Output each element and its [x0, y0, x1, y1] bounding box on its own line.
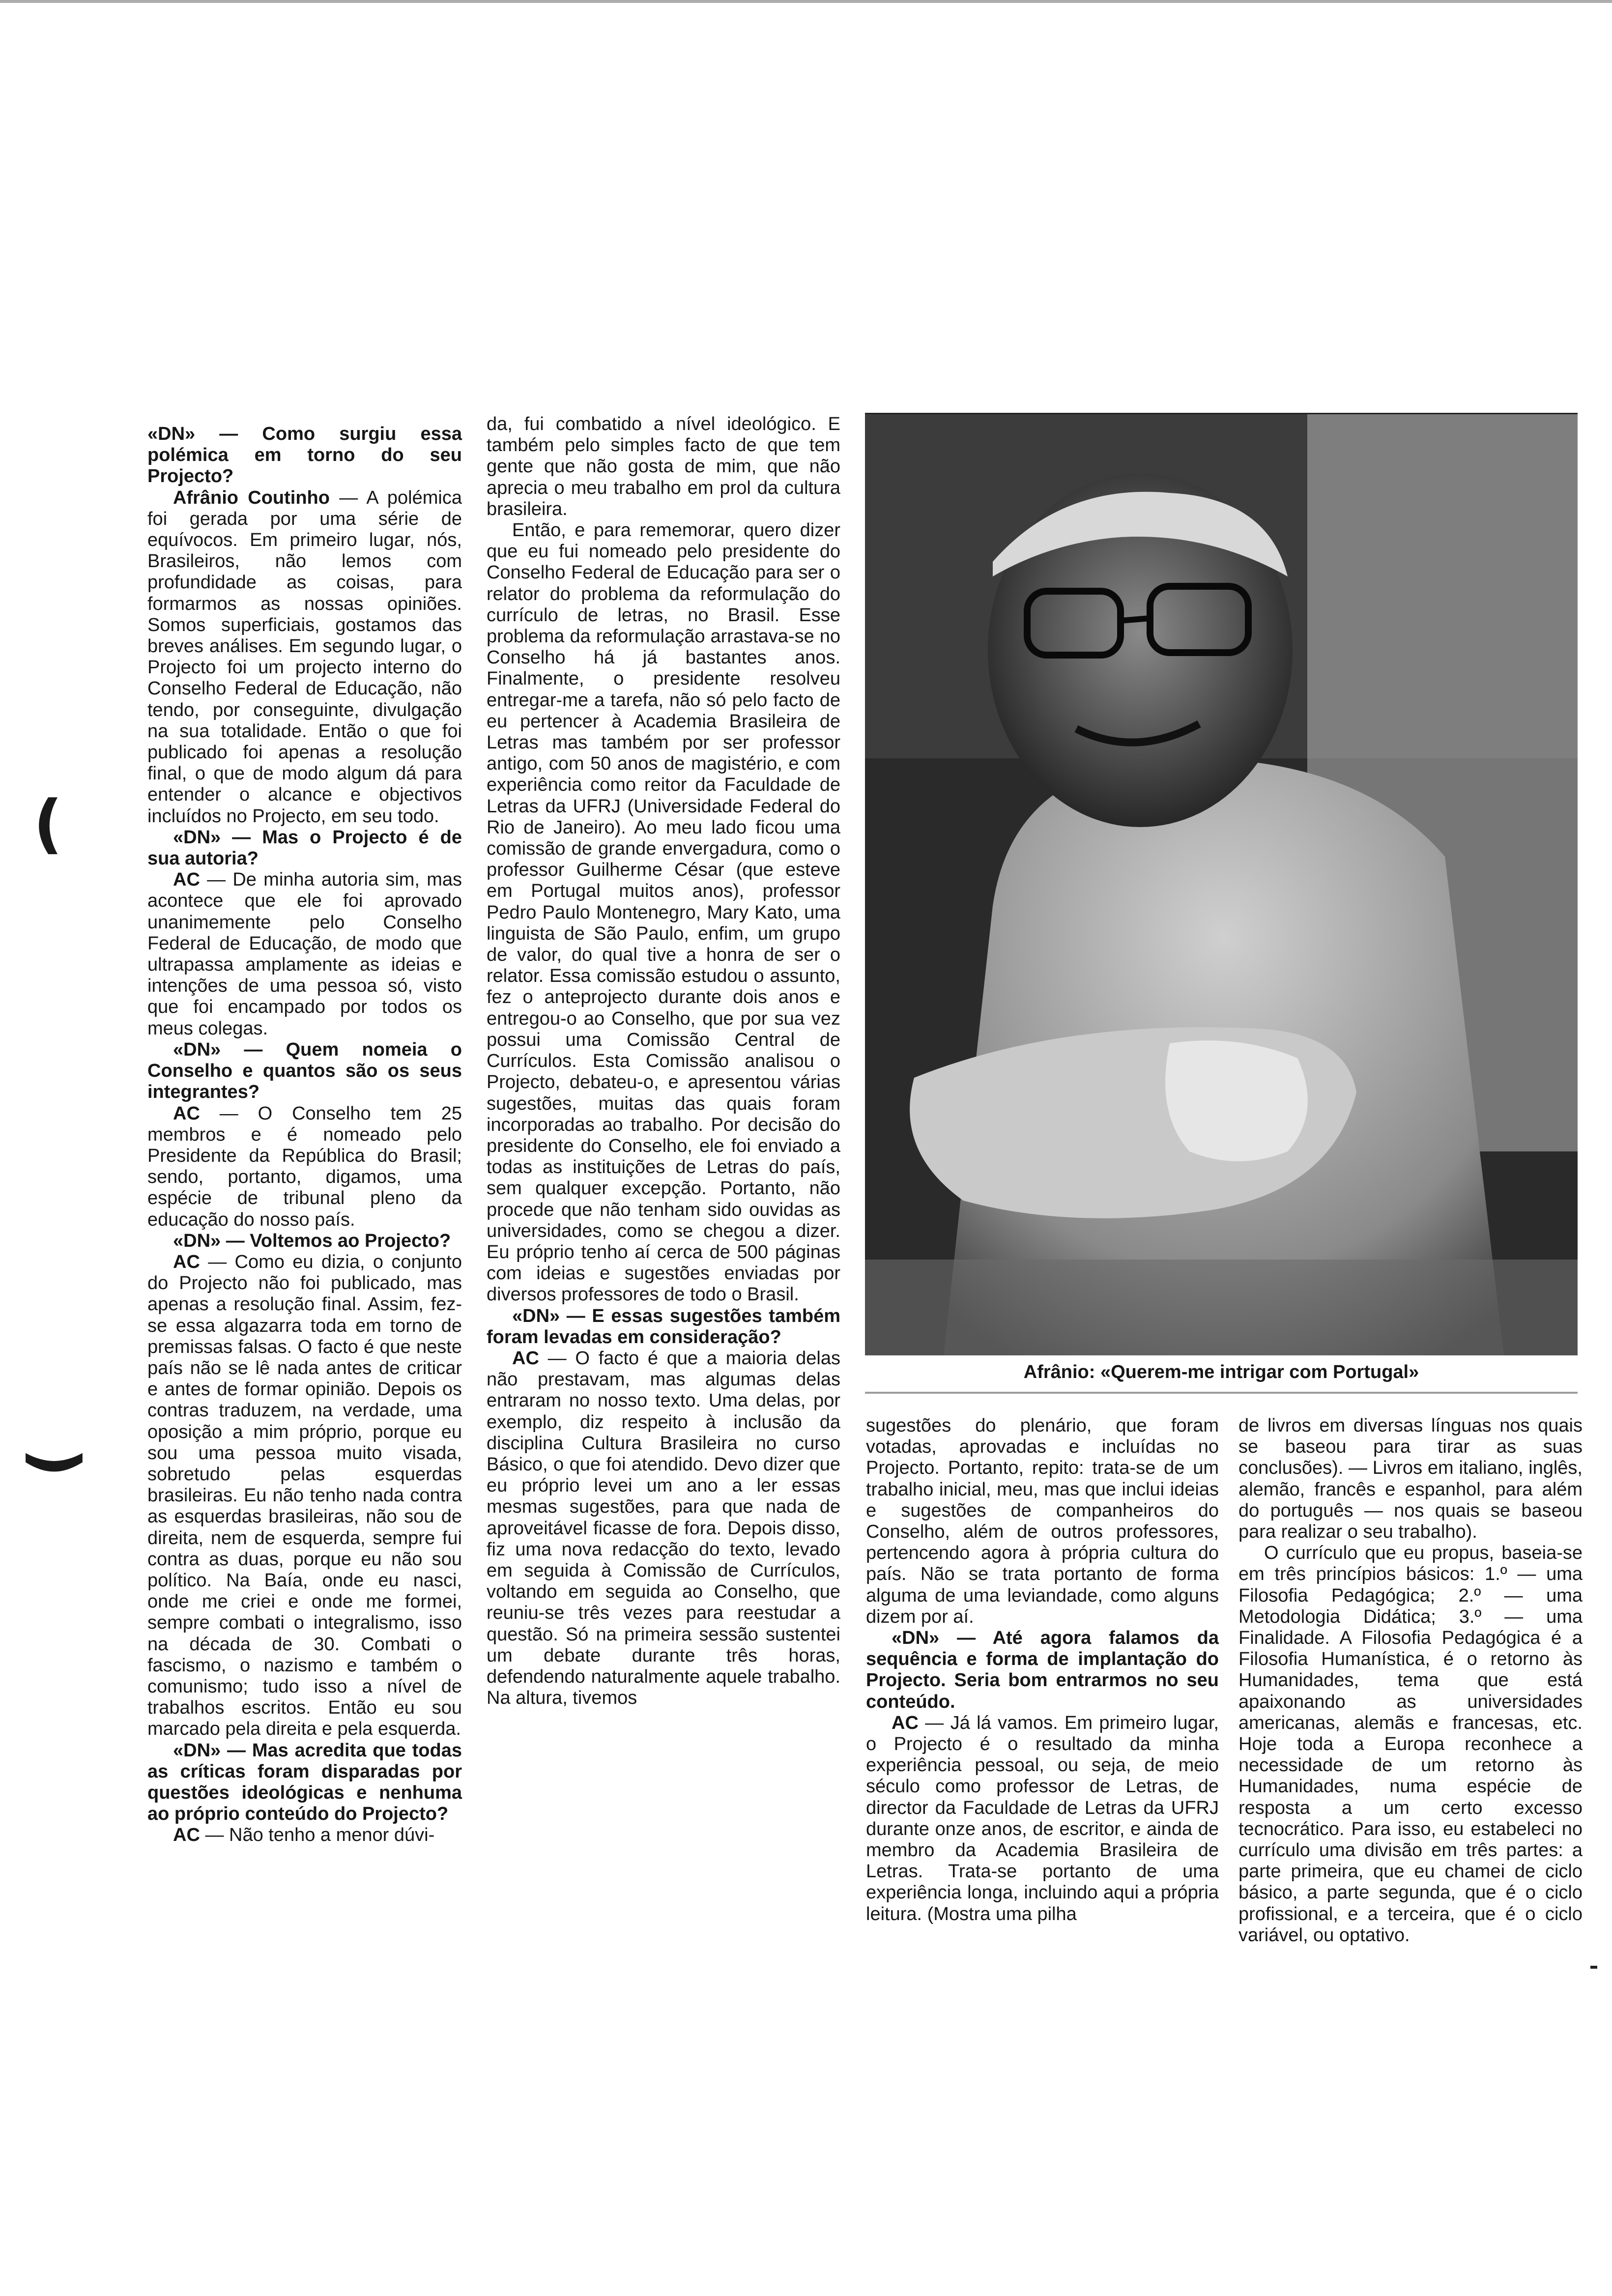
- question-text: «DN» — Mas acredita que todas as críticas foram disparadas por questões ideológicas e nenhuma ao próprio conteúdo do Projecto?: [147, 1740, 462, 1825]
- article-column-1: [147, 424, 462, 1846]
- paragraph: sugestões do plenário, que foram votadas, aprovadas e incluídas no Projecto. Portanto, repito: trata-se de um trabalho inicial, meu, mas que inclui ideias e sugestões de companheiros do Conselho, além de outros professores, pertencendo agora à própria cultura do país. Não se trata portanto de forma alguma de uma leviandade, como alguns dizem por aí.: [866, 1415, 1219, 1627]
- answer-text: — Já lá vamos. Em primeiro lugar, o Projecto é o resultado da minha experiência pessoal, ou seja, de meio século como professor de Letras, de director da Faculdade de Letras da UFRJ durante onze anos, de escritor, e ainda de membro da Academia Brasileira de Letras. Trata-se portanto de uma experiência longa, incluindo aqui a própria leitura. (Mostra uma pilha: [866, 1712, 1219, 1924]
- scan-edge: [0, 0, 1612, 3]
- answer-text: — O facto é que a maioria delas não prestavam, mas algumas delas entraram no nosso texto. Uma delas, por exemplo, diz respeito à inclusão da disciplina Cultura Brasileira no curso Básico, o que foi atendido. Devo dizer que eu próprio levei um ano a ler essas mesmas sugestões, para que nada de aproveitável ficasse de fora. Depois disso, fiz uma nova redacção do texto, levado em seguida à Comissão de Currículos, voltando em seguida ao Conselho, que reuniu-se três vezes para reestudar a questão. Só na primeira sessão sustentei um debate durante três horas, defendendo naturalmente aquele trabalho. Na altura, tivemos: [487, 1348, 840, 1709]
- question-1: [147, 424, 462, 488]
- article-column-2: [487, 414, 840, 1709]
- hole-punch-mark: (: [14, 1448, 89, 1477]
- answer-text: — Como eu dizia, o conjunto do Projecto não foi publicado, mas apenas a resolução final. Assim, fez-se essa algazarra toda em torno de premissas falsas. O facto é que neste país não se lê nada antes de criticar e antes de formar opinião. Depois os contras traduzem, na verdade, uma oposição a mim próprio, porque eu sou uma pessoa muito visada, sobretudo pelas esquerdas brasileiras. Eu não tenho nada contra as esquerdas brasileiras, não sou de direita, nem de esquerda, sempre fui contra as duas, porque eu não sou político. Na Baía, onde eu nasci, onde me criei e onde me formei, sempre combati o integralismo, isso na década de 30. Combati o fascismo, o nazismo e também o comunismo; tudo isso a nível de trabalhos escritos. Então eu sou marcado pela direita e pela esquerda.: [147, 1251, 462, 1740]
- speaker-label: AC: [173, 1251, 200, 1272]
- portrait-photo: [865, 413, 1578, 1355]
- speaker-label: AC: [892, 1712, 919, 1733]
- portrait-illustration: [865, 414, 1578, 1355]
- answer-4: [147, 1252, 462, 1740]
- question-6: [487, 1306, 840, 1348]
- article-column-3: [866, 1415, 1219, 1925]
- answer-6: [487, 1348, 840, 1709]
- answer-7: [866, 1713, 1219, 1925]
- caption-divider: [865, 1392, 1578, 1394]
- answer-1: [147, 488, 462, 827]
- question-text: «DN» — Até agora falamos da sequência e forma de implantação do Projecto. Seria bom entrarmos no seu conteúdo.: [866, 1628, 1219, 1712]
- question-7: [866, 1628, 1219, 1713]
- paragraph: da, fui combatido a nível ideológico. E também pelo simples facto de que tem gente que não gosta de mim, que não aprecia o meu trabalho em prol da cultura brasileira.: [487, 414, 840, 519]
- speaker-label: AC: [173, 869, 200, 890]
- speaker-label: AC: [173, 1825, 200, 1846]
- question-3: [147, 1039, 462, 1103]
- question-2: [147, 827, 462, 869]
- answer-text: — O Conselho tem 25 membros e é nomeado pelo Presidente da República do Brasil; sendo, portanto, digamos, uma espécie de tribunal pleno da educação do nosso país.: [147, 1103, 462, 1230]
- answer-2: [147, 869, 462, 1039]
- question-text: «DN» — Quem nomeia o Conselho e quantos são os seus integrantes?: [147, 1039, 462, 1103]
- photo-caption: Afrânio: «Querem-me intrigar com Portugal»: [1023, 1362, 1419, 1382]
- hole-punch-mark: (: [33, 786, 63, 861]
- margin-dash: [1590, 1966, 1597, 1969]
- answer-5: [147, 1825, 462, 1846]
- paragraph: O currículo que eu propus, baseia-se em três princípios básicos: 1.º — uma Filosofia Pedagógica; 2.º — uma Metodologia Didática; 3.º — uma Finalidade. A Filosofia Pedagógica é a Filosofia Humanística, é o retorno às Humanidades, tema que está apaixonando as universidades americanas, alemãs e francesas, etc. Hoje toda a Europa reconhece a necessidade de um retorno às Humanidades, numa espécie de resposta a um certo excesso tecnocrático. Para isso, eu estabeleci no currículo uma divisão em três partes: a parte primeira, que eu chamei de ciclo básico, a parte segunda, que é o ciclo profissional, e a terceira, que é o ciclo variável, ou optativo.: [1238, 1543, 1583, 1946]
- speaker-label: AC: [173, 1103, 200, 1124]
- paragraph: de livros em diversas línguas nos quais se baseou para tirar as suas conclusões). — Livros em italiano, inglês, alemão, francês e espanhol, para além do português — nos quais se baseou para realizar o seu trabalho).: [1238, 1415, 1583, 1543]
- answer-text: — Não tenho a menor dúvi-: [200, 1825, 435, 1846]
- question-5: [147, 1740, 462, 1825]
- speaker-label: Afrânio Coutinho: [173, 487, 330, 508]
- question-text: «DN» — Como surgiu essa polémica em torno do seu Projecto?: [147, 424, 462, 487]
- paragraph: Então, e para rememorar, quero dizer que eu fui nomeado pelo presidente do Conselho Federal de Educação para ser o relator do problema da reformulação do currículo de letras, no Brasil. Esse problema da reformulação arrastava-se no Conselho há já bastantes anos. Finalmente, o presidente resolveu entregar-me a tarefa, não só pelo facto de eu pertencer à Academia Brasileira de Letras mas também por ser professor antigo, com 50 anos de magistério, e com experiência como reitor da Faculdade de Letras da UFRJ (Universidade Federal do Rio de Janeiro). Ao meu lado ficou uma comissão de grande envergadura, como o professor Guilherme César (que esteve em Portugal muitos anos), professor Pedro Paulo Montenegro, Mary Kato, uma linguista de São Paulo, enfim, um grupo de valor, do qual tive a honra de ser o relator. Essa comissão estudou o assunto, fez o anteprojecto durante dois anos e entregou-o ao Conselho, que por sua vez possui uma Comissão Central de Currículos. Esta Comissão analisou o Projecto, debateu-o, e apresentou várias sugestões, muitas das quais foram incorporadas ao trabalho. Por decisão do presidente do Conselho, ele foi enviado a todas as instituições de Letras do país, sem qualquer excepção. Portanto, não procede que não tenham sido ouvidas as universidades, como se chegou a dizer. Eu próprio tenho aí cerca de 500 páginas com ideias e sugestões enviadas por diversos professores de todo o Brasil.: [487, 520, 840, 1305]
- question-text: «DN» — E essas sugestões também foram levadas em consideração?: [487, 1305, 840, 1348]
- question-text: «DN» — Mas o Projecto é de sua autoria?: [147, 827, 462, 869]
- speaker-label: AC: [512, 1348, 539, 1369]
- answer-text: — A polémica foi gerada por uma série de equívocos. Em primeiro lugar, nós, Brasileiros, não lemos com profundidade as coisas, para formarmos as nossas opiniões. Somos superficiais, gostamos das breves análises. Em segundo lugar, o Projecto foi um projecto interno do Conselho Federal de Educação, não tendo, por conseguinte, divulgação na sua totalidade. Então o que foi publicado foi apenas a resolução final, o que de modo algum dá para entender o alcance e objectivos incluídos no Projecto, em seu todo.: [147, 487, 462, 827]
- article-column-4: [1238, 1415, 1583, 1946]
- question-text: «DN» — Voltemos ao Projecto?: [173, 1230, 451, 1251]
- answer-text: — De minha autoria sim, mas acontece que ele foi aprovado unanimemente pelo Conselho Federal de Educação, de modo que ultrapassa amplamente as ideias e intenções de uma pessoa só, visto que foi encampado por todos os meus colegas.: [147, 869, 462, 1039]
- answer-3: [147, 1103, 462, 1231]
- question-4: [147, 1231, 462, 1252]
